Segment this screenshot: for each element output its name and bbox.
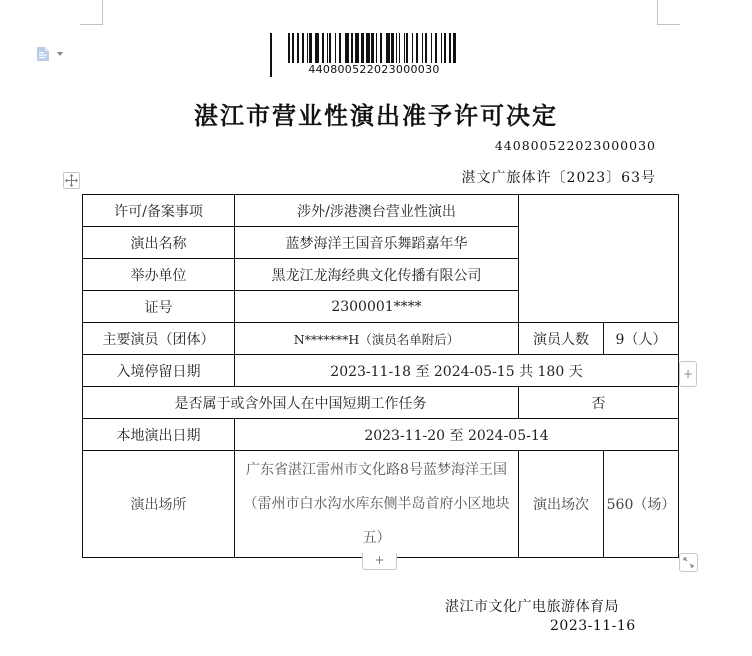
- cell-value-foreign-work: 否: [519, 387, 679, 419]
- permit-table: [82, 194, 679, 558]
- barcode-bars: [288, 33, 460, 63]
- cell-value-show-name: 蓝梦海洋王国音乐舞蹈嘉年华: [235, 227, 519, 259]
- cell-value-local-dates: 2023-11-20 至 2024-05-14: [235, 419, 679, 451]
- paste-options-caret-icon[interactable]: [57, 52, 63, 56]
- document-title: 湛江市营业性演出准予许可决定: [194, 101, 558, 130]
- table-resize-handle[interactable]: [679, 553, 698, 572]
- cell-label-local-dates: 本地演出日期: [83, 419, 235, 451]
- table-row-entry-dates: [83, 355, 679, 387]
- cell-value-entry-dates: 2023-11-18 至 2024-05-15 共 180 天: [235, 355, 679, 387]
- move-arrows-icon: [64, 173, 79, 188]
- add-column-button[interactable]: +: [679, 361, 697, 387]
- page-corner-mark-left: [80, 0, 103, 25]
- document-number: 湛文广旅体许〔2023〕63号: [461, 170, 656, 186]
- table-row-foreign-work: [83, 387, 679, 419]
- table-row-permit-item: [83, 195, 679, 227]
- cell-label-show-name: 演出名称: [83, 227, 235, 259]
- cell-label-venue: 演出场所: [83, 451, 235, 558]
- cell-label-license-no: 证号: [83, 291, 235, 323]
- table-row-main-performers: [83, 323, 679, 355]
- cell-value-venue: 广东省湛江雷州市文化路8号蓝梦海洋王国（雷州市白水沟水库东侧半岛首府小区地块五）: [235, 451, 519, 558]
- resize-diagonal-icon: [680, 554, 697, 571]
- barcode-number: 440800522023000030: [308, 63, 440, 76]
- barcode-left-rule: [270, 33, 272, 77]
- table-move-handle[interactable]: [63, 172, 80, 189]
- paste-options-icon[interactable]: [36, 46, 50, 62]
- cell-value-organizer: 黑龙江龙海经典文化传播有限公司: [235, 259, 519, 291]
- cell-label-performer-count: 演员人数: [519, 323, 604, 355]
- cell-label-permit-item: 许可/备案事项: [83, 195, 235, 227]
- add-row-button[interactable]: +: [362, 553, 397, 570]
- cell-value-permit-item: 涉外/涉港澳台营业性演出: [235, 195, 519, 227]
- serial-number: 440800522023000030: [494, 138, 656, 153]
- issuing-authority: 湛江市文化广电旅游体育局: [445, 599, 619, 615]
- table-row-venue: [83, 451, 679, 558]
- cell-label-entry-dates: 入境停留日期: [83, 355, 235, 387]
- cell-blank: [519, 195, 679, 323]
- barcode: [270, 31, 470, 79]
- cell-label-main-performers: 主要演员（团体）: [83, 323, 235, 355]
- cell-value-main-performers: N*******H（演员名单附后）: [235, 323, 519, 355]
- page-corner-mark-right: [657, 0, 680, 25]
- cell-value-show-count: 560（场）: [604, 451, 679, 558]
- cell-label-show-count: 演出场次: [519, 451, 604, 558]
- cell-label-foreign-work: 是否属于或含外国人在中国短期工作任务: [83, 387, 519, 419]
- cell-value-performer-count: 9（人）: [604, 323, 679, 355]
- table-row-local-dates: [83, 419, 679, 451]
- cell-label-organizer: 举办单位: [83, 259, 235, 291]
- cell-value-license-no: 2300001****: [235, 291, 519, 323]
- issue-date: 2023-11-16: [550, 618, 636, 634]
